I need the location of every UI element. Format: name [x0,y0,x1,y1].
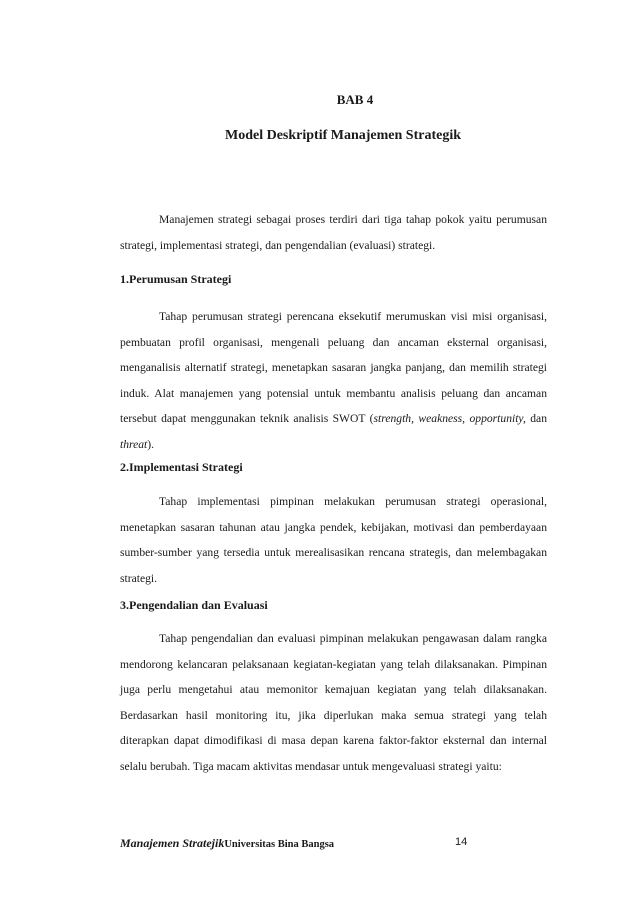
section-1-end: ). [147,437,155,451]
swot-threat: threat [120,437,148,451]
page-number: 14 [455,836,468,848]
section-1-body [120,304,547,457]
section-1-conjunction: dan [525,412,547,425]
section-3-body [120,626,547,779]
section-heading-2: 2.Implementasi Strategi [120,460,243,474]
footer-institution: Universitas Bina Bangsa [224,839,335,850]
chapter-heading: BAB 4 [336,92,374,107]
section-2-body [120,489,547,591]
section-heading-1: 1.Perumusan Strategi [120,272,232,286]
intro-paragraph [120,207,547,258]
page-footer [120,836,547,851]
intro-text: Manajemen strategi sebagai proses terdiri dari tiga tahap pokok yaitu perumusan strategi, implementasi strategi, dan pengendalian (evaluasi) strategi. [120,213,547,252]
section-2-paragraph: Tahap implementasi pimpinan melakukan perumusan strategi operasional, menetapkan sasaran tahunan atau jangka pendek, kebijakan, motivasi dan pemberdayaan sumber-sumber yang tersedia untuk merealisasikan rencana strategis, dan melembagakan strategi. [120,495,547,585]
section-3-paragraph: Tahap pengendalian dan evaluasi pimpinan melakukan pengawasan dalam rangka mendorong kelancaran pelaksanaan kegiatan-kegiatan yang telah dilaksanakan. Pimpinan juga perlu mengetahui atau memonitor kemajuan kegiatan yang telah dilaksanakan. Berdasarkan hasil monitoring itu, jika diperlukan maka semua strategi yang telah diterapkan dapat dimodifikasi di masa depan karena faktor-faktor eksternal dan internal selalu berubah. Tiga macam aktivitas mendasar untuk mengevaluasi strategi yaitu: [120,632,547,773]
section-1-paragraph [120,304,547,457]
swot-terms: strength, weakness, opportunity, [373,412,526,425]
footer-book-title: Manajemen Stratejik [120,836,225,850]
section-1-text: Tahap perumusan strategi perencana eksekutif merumuskan visi misi organisasi, pembuatan profil organisasi, mengenali peluang dan ancaman eksternal organisasi, menganalisis alternatif strategi, menetapkan sasaran jangka panjang, dan memilih strategi induk. Alat manajemen yang potensial untuk membantu analisis peluang dan ancaman tersebut dapat menggunakan teknik analisis SWOT ( [120,310,547,425]
section-heading-3: 3.Pengendalian dan Evaluasi [120,598,268,612]
chapter-title: Model Deskriptif Manajemen Strategik [224,128,462,143]
